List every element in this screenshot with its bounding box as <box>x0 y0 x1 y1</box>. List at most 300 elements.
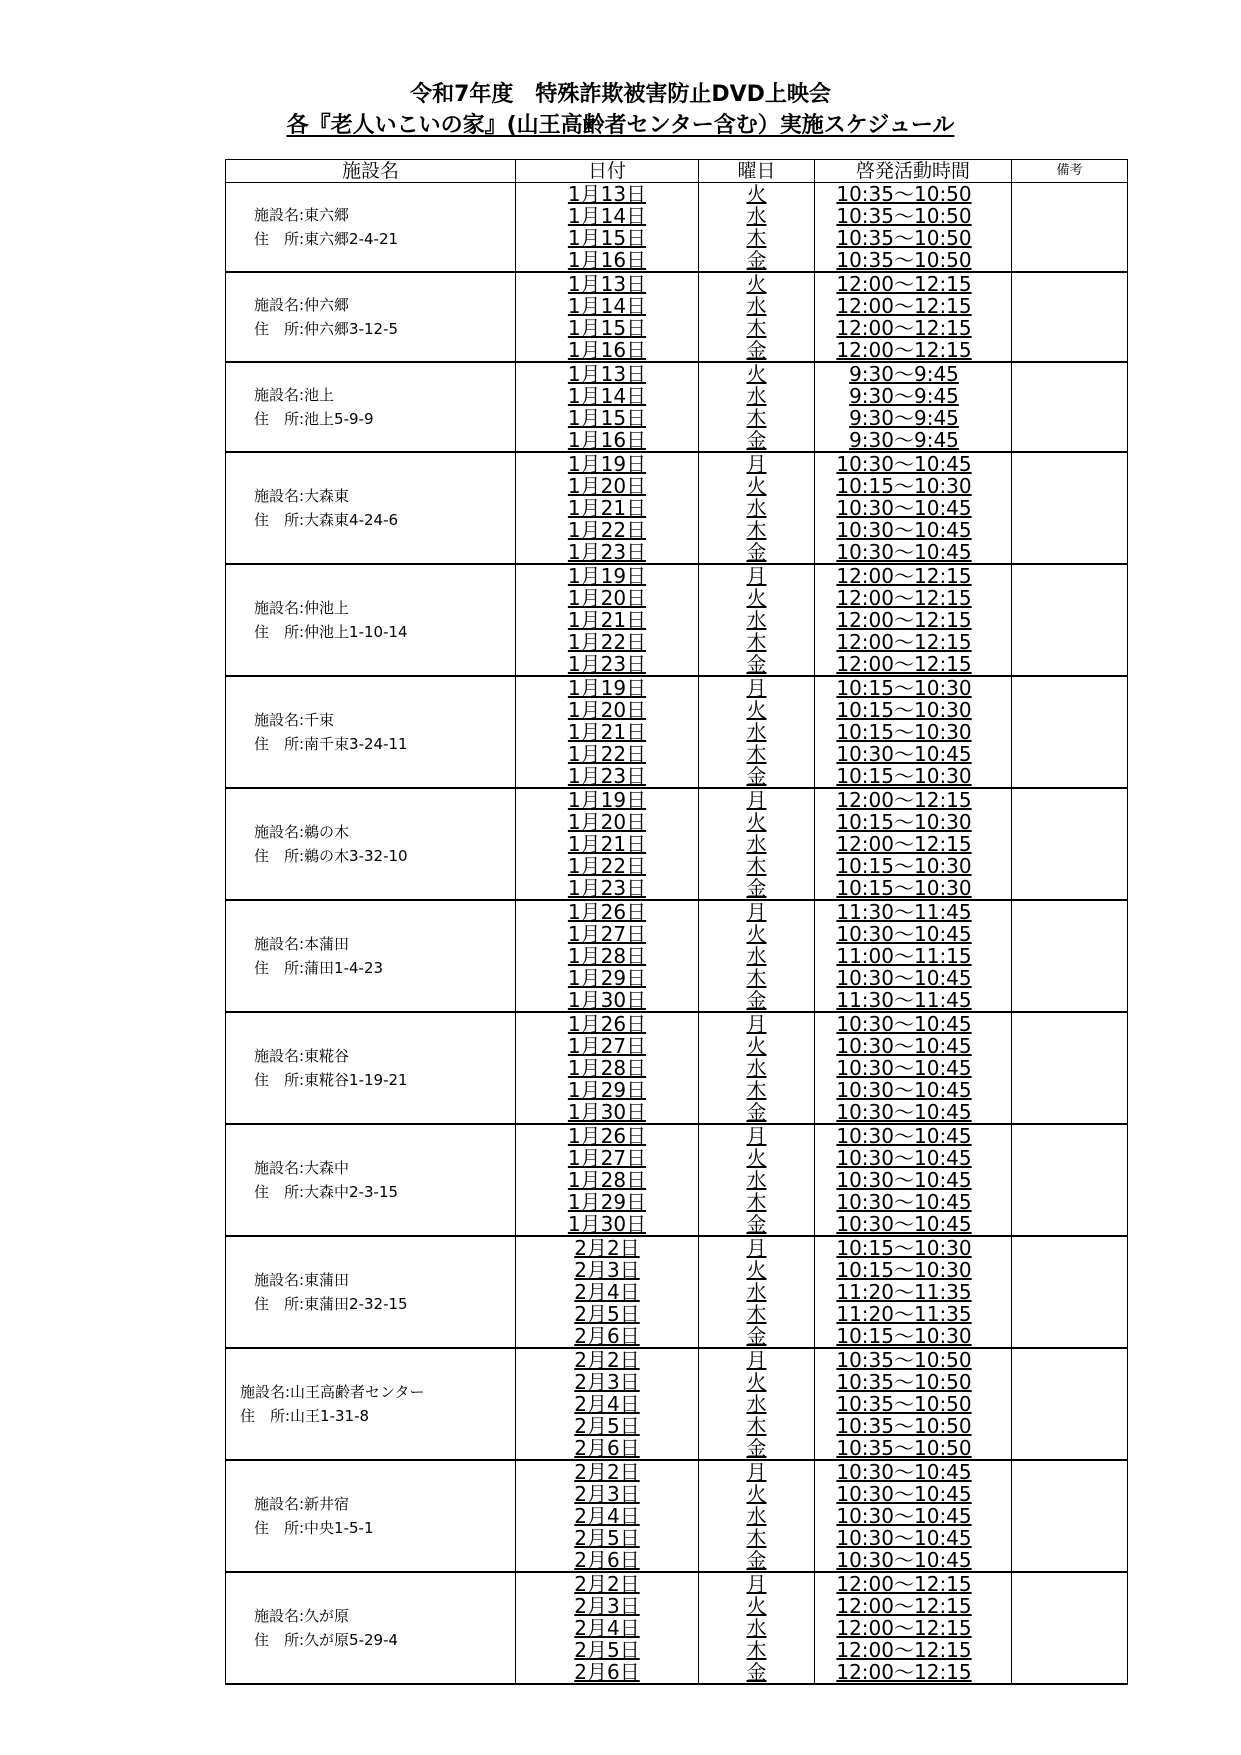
date-cell: 1月15日 <box>516 227 699 249</box>
date-cell: 1月13日 <box>516 362 699 385</box>
note-cell <box>1012 497 1128 519</box>
note-cell <box>1012 1012 1128 1035</box>
note-cell <box>1012 1101 1128 1124</box>
table-row <box>226 452 1128 475</box>
time-cell: 10:30～10:45 <box>815 1505 1012 1527</box>
time-cell: 10:30～10:45 <box>815 1101 1012 1124</box>
weekday-cell: 木 <box>699 1527 815 1549</box>
weekday-cell: 火 <box>699 587 815 609</box>
date-cell: 1月26日 <box>516 1124 699 1147</box>
facility-address: 住 所:山王1-31-8 <box>240 1407 370 1425</box>
date-cell: 2月5日 <box>516 1415 699 1437</box>
time-cell: 12:00～12:15 <box>815 564 1012 587</box>
date-cell: 2月6日 <box>516 1325 699 1348</box>
note-cell <box>1012 227 1128 249</box>
date-cell: 1月30日 <box>516 1213 699 1236</box>
weekday-cell: 水 <box>699 1057 815 1079</box>
note-cell <box>1012 1213 1128 1236</box>
weekday-cell: 月 <box>699 788 815 811</box>
time-cell: 10:30～10:45 <box>815 1483 1012 1505</box>
time-cell: 9:30～9:45 <box>815 385 1012 407</box>
weekday-cell: 月 <box>699 1236 815 1259</box>
weekday-cell: 水 <box>699 1281 815 1303</box>
date-cell: 1月23日 <box>516 877 699 900</box>
note-cell <box>1012 1079 1128 1101</box>
facility-cell <box>226 1348 516 1460</box>
date-cell: 1月19日 <box>516 676 699 699</box>
time-cell: 10:30～10:45 <box>815 541 1012 564</box>
date-cell: 1月19日 <box>516 788 699 811</box>
note-cell <box>1012 1236 1128 1259</box>
note-cell <box>1012 249 1128 272</box>
note-cell <box>1012 1325 1128 1348</box>
note-cell <box>1012 743 1128 765</box>
date-cell: 2月3日 <box>516 1483 699 1505</box>
note-cell <box>1012 1371 1128 1393</box>
weekday-cell: 水 <box>699 1169 815 1191</box>
facility-address: 住 所:中央1-5-1 <box>254 1519 374 1537</box>
note-cell <box>1012 407 1128 429</box>
note-cell <box>1012 1057 1128 1079</box>
time-cell: 12:00～12:15 <box>815 587 1012 609</box>
weekday-cell: 木 <box>699 631 815 653</box>
note-cell <box>1012 676 1128 699</box>
date-cell: 1月16日 <box>516 429 699 452</box>
weekday-cell: 木 <box>699 1303 815 1325</box>
note-cell <box>1012 205 1128 227</box>
note-cell <box>1012 989 1128 1012</box>
time-cell: 10:30～10:45 <box>815 1035 1012 1057</box>
note-cell <box>1012 765 1128 788</box>
weekday-cell: 水 <box>699 833 815 855</box>
table-row <box>226 676 1128 699</box>
note-cell <box>1012 900 1128 923</box>
note-cell <box>1012 1259 1128 1281</box>
weekday-cell: 火 <box>699 1483 815 1505</box>
time-cell: 10:30～10:45 <box>815 1147 1012 1169</box>
time-cell: 10:30～10:45 <box>815 1549 1012 1572</box>
weekday-cell: 月 <box>699 1460 815 1483</box>
time-cell: 10:30～10:45 <box>815 1124 1012 1147</box>
weekday-cell: 木 <box>699 967 815 989</box>
facility-cell <box>226 676 516 788</box>
time-cell: 12:00～12:15 <box>815 1617 1012 1639</box>
facility-name: 施設名:仲六郷 <box>254 296 350 314</box>
date-cell: 1月30日 <box>516 1101 699 1124</box>
header-note: 備考 <box>1012 160 1128 183</box>
weekday-cell: 月 <box>699 1572 815 1595</box>
time-cell: 12:00～12:15 <box>815 317 1012 339</box>
note-cell <box>1012 429 1128 452</box>
note-cell <box>1012 721 1128 743</box>
date-cell: 1月28日 <box>516 1169 699 1191</box>
time-cell: 10:35～10:50 <box>815 205 1012 227</box>
note-cell <box>1012 1124 1128 1147</box>
time-cell: 10:15～10:30 <box>815 676 1012 699</box>
note-cell <box>1012 923 1128 945</box>
weekday-cell: 火 <box>699 272 815 295</box>
time-cell: 10:35～10:50 <box>815 1393 1012 1415</box>
weekday-cell: 金 <box>699 1213 815 1236</box>
note-cell <box>1012 631 1128 653</box>
weekday-cell: 火 <box>699 362 815 385</box>
time-cell: 10:35～10:50 <box>815 1371 1012 1393</box>
weekday-cell: 水 <box>699 721 815 743</box>
time-cell: 10:15～10:30 <box>815 699 1012 721</box>
facility-cell <box>226 452 516 564</box>
facility-cell <box>226 272 516 362</box>
date-cell: 1月30日 <box>516 989 699 1012</box>
note-cell <box>1012 541 1128 564</box>
date-cell: 1月14日 <box>516 385 699 407</box>
time-cell: 10:15～10:30 <box>815 475 1012 497</box>
facility-cell <box>226 362 516 452</box>
table-row <box>226 1124 1128 1147</box>
weekday-cell: 火 <box>699 923 815 945</box>
date-cell: 1月29日 <box>516 1191 699 1213</box>
time-cell: 9:30～9:45 <box>815 407 1012 429</box>
date-cell: 1月15日 <box>516 317 699 339</box>
time-cell: 10:35～10:50 <box>815 183 1012 206</box>
note-cell <box>1012 699 1128 721</box>
note-cell <box>1012 1281 1128 1303</box>
document-title: 令和7年度 特殊詐欺被害防止DVD上映会 <box>410 82 831 107</box>
date-cell: 1月21日 <box>516 609 699 631</box>
table-row <box>226 1572 1128 1595</box>
header-time: 啓発活動時間 <box>815 160 1012 183</box>
time-cell: 10:30～10:45 <box>815 519 1012 541</box>
weekday-cell: 火 <box>699 475 815 497</box>
weekday-cell: 月 <box>699 1012 815 1035</box>
note-cell <box>1012 1147 1128 1169</box>
date-cell: 1月14日 <box>516 205 699 227</box>
time-cell: 10:30～10:45 <box>815 1460 1012 1483</box>
weekday-cell: 火 <box>699 1259 815 1281</box>
date-cell: 1月16日 <box>516 249 699 272</box>
date-cell: 1月23日 <box>516 541 699 564</box>
time-cell: 10:30～10:45 <box>815 743 1012 765</box>
time-cell: 12:00～12:15 <box>815 272 1012 295</box>
date-cell: 1月15日 <box>516 407 699 429</box>
note-cell <box>1012 452 1128 475</box>
facility-name: 施設名:池上 <box>254 386 335 404</box>
date-cell: 2月6日 <box>516 1661 699 1684</box>
time-cell: 12:00～12:15 <box>815 1661 1012 1684</box>
weekday-cell: 金 <box>699 1549 815 1572</box>
weekday-cell: 木 <box>699 317 815 339</box>
facility-address: 住 所:東蒲田2-32-15 <box>254 1295 408 1313</box>
note-cell <box>1012 1035 1128 1057</box>
facility-address: 住 所:蒲田1-4-23 <box>254 959 384 977</box>
weekday-cell: 木 <box>699 1639 815 1661</box>
facility-name: 施設名:鵜の木 <box>254 823 350 841</box>
weekday-cell: 火 <box>699 1147 815 1169</box>
note-cell <box>1012 811 1128 833</box>
weekday-cell: 金 <box>699 541 815 564</box>
date-cell: 2月2日 <box>516 1460 699 1483</box>
facility-cell <box>226 1460 516 1572</box>
facility-cell <box>226 1124 516 1236</box>
date-cell: 1月20日 <box>516 811 699 833</box>
facility-name: 施設名:東六郷 <box>254 206 350 224</box>
date-cell: 1月29日 <box>516 1079 699 1101</box>
schedule-body <box>226 183 1128 1685</box>
date-cell: 1月26日 <box>516 1012 699 1035</box>
time-cell: 10:30～10:45 <box>815 967 1012 989</box>
facility-address: 住 所:仲六郷3-12-5 <box>254 320 399 338</box>
weekday-cell: 木 <box>699 1415 815 1437</box>
date-cell: 1月20日 <box>516 699 699 721</box>
time-cell: 10:30～10:45 <box>815 1213 1012 1236</box>
date-cell: 1月13日 <box>516 183 699 206</box>
time-cell: 10:30～10:45 <box>815 923 1012 945</box>
weekday-cell: 金 <box>699 765 815 788</box>
weekday-cell: 月 <box>699 564 815 587</box>
note-cell <box>1012 1460 1128 1483</box>
time-cell: 10:15～10:30 <box>815 721 1012 743</box>
note-cell <box>1012 1661 1128 1684</box>
time-cell: 10:15～10:30 <box>815 855 1012 877</box>
note-cell <box>1012 317 1128 339</box>
table-row <box>226 900 1128 923</box>
note-cell <box>1012 1169 1128 1191</box>
facility-name: 施設名:山王高齢者センター <box>240 1383 425 1401</box>
weekday-cell: 火 <box>699 1371 815 1393</box>
date-cell: 1月23日 <box>516 653 699 676</box>
facility-cell <box>226 1572 516 1684</box>
weekday-cell: 火 <box>699 699 815 721</box>
header-facility: 施設名 <box>226 160 516 183</box>
note-cell <box>1012 564 1128 587</box>
time-cell: 12:00～12:15 <box>815 295 1012 317</box>
facility-name: 施設名:仲池上 <box>254 599 350 617</box>
time-cell: 11:00～11:15 <box>815 945 1012 967</box>
facility-name: 施設名:千束 <box>254 711 335 729</box>
note-cell <box>1012 1191 1128 1213</box>
time-cell: 10:30～10:45 <box>815 1057 1012 1079</box>
weekday-cell: 金 <box>699 653 815 676</box>
date-cell: 2月6日 <box>516 1549 699 1572</box>
date-cell: 2月4日 <box>516 1617 699 1639</box>
date-cell: 1月23日 <box>516 765 699 788</box>
weekday-cell: 水 <box>699 295 815 317</box>
time-cell: 10:15～10:30 <box>815 1325 1012 1348</box>
weekday-cell: 水 <box>699 385 815 407</box>
weekday-cell: 木 <box>699 1079 815 1101</box>
date-cell: 1月20日 <box>516 475 699 497</box>
date-cell: 2月3日 <box>516 1259 699 1281</box>
date-cell: 1月21日 <box>516 833 699 855</box>
weekday-cell: 金 <box>699 1325 815 1348</box>
note-cell <box>1012 1348 1128 1371</box>
facility-cell <box>226 1012 516 1124</box>
time-cell: 12:00～12:15 <box>815 833 1012 855</box>
date-cell: 2月2日 <box>516 1572 699 1595</box>
date-cell: 2月4日 <box>516 1505 699 1527</box>
facility-address: 住 所:東糀谷1-19-21 <box>254 1071 408 1089</box>
time-cell: 10:30～10:45 <box>815 1169 1012 1191</box>
table-row <box>226 362 1128 385</box>
time-cell: 12:00～12:15 <box>815 631 1012 653</box>
facility-address: 住 所:久が原5-29-4 <box>254 1631 399 1649</box>
note-cell <box>1012 1437 1128 1460</box>
facility-address: 住 所:鵜の木3-32-10 <box>254 847 408 865</box>
time-cell: 10:35～10:50 <box>815 227 1012 249</box>
date-cell: 2月2日 <box>516 1348 699 1371</box>
facility-cell <box>226 564 516 676</box>
time-cell: 9:30～9:45 <box>815 362 1012 385</box>
date-cell: 1月21日 <box>516 497 699 519</box>
time-cell: 10:30～10:45 <box>815 1191 1012 1213</box>
date-cell: 1月26日 <box>516 900 699 923</box>
facility-cell <box>226 900 516 1012</box>
weekday-cell: 水 <box>699 1617 815 1639</box>
note-cell <box>1012 877 1128 900</box>
note-cell <box>1012 1393 1128 1415</box>
date-cell: 1月22日 <box>516 855 699 877</box>
note-cell <box>1012 945 1128 967</box>
date-cell: 1月19日 <box>516 452 699 475</box>
time-cell: 12:00～12:15 <box>815 788 1012 811</box>
note-cell <box>1012 1617 1128 1639</box>
facility-name: 施設名:東糀谷 <box>254 1047 350 1065</box>
date-cell: 1月22日 <box>516 743 699 765</box>
weekday-cell: 火 <box>699 1035 815 1057</box>
time-cell: 12:00～12:15 <box>815 1595 1012 1617</box>
header-row <box>226 160 1128 183</box>
weekday-cell: 金 <box>699 429 815 452</box>
table-row <box>226 272 1128 295</box>
time-cell: 10:30～10:45 <box>815 452 1012 475</box>
date-cell: 2月5日 <box>516 1639 699 1661</box>
date-cell: 1月22日 <box>516 519 699 541</box>
weekday-cell: 木 <box>699 227 815 249</box>
time-cell: 10:15～10:30 <box>815 765 1012 788</box>
time-cell: 10:35～10:50 <box>815 249 1012 272</box>
date-cell: 2月4日 <box>516 1281 699 1303</box>
time-cell: 11:30～11:45 <box>815 900 1012 923</box>
date-cell: 1月16日 <box>516 339 699 362</box>
weekday-cell: 水 <box>699 1393 815 1415</box>
time-cell: 10:35～10:50 <box>815 1415 1012 1437</box>
note-cell <box>1012 855 1128 877</box>
date-cell: 1月27日 <box>516 1147 699 1169</box>
facility-address: 住 所:南千束3-24-11 <box>254 735 408 753</box>
facility-address: 住 所:池上5-9-9 <box>254 410 374 428</box>
date-cell: 2月4日 <box>516 1393 699 1415</box>
date-cell: 2月3日 <box>516 1371 699 1393</box>
weekday-cell: 水 <box>699 609 815 631</box>
note-cell <box>1012 788 1128 811</box>
date-cell: 1月28日 <box>516 945 699 967</box>
weekday-cell: 水 <box>699 497 815 519</box>
note-cell <box>1012 1572 1128 1595</box>
date-cell: 1月27日 <box>516 1035 699 1057</box>
facility-name: 施設名:新井宿 <box>254 1495 350 1513</box>
weekday-cell: 金 <box>699 1661 815 1684</box>
date-cell: 2月5日 <box>516 1303 699 1325</box>
time-cell: 10:15～10:30 <box>815 811 1012 833</box>
facility-cell <box>226 1236 516 1348</box>
header-date: 日付 <box>516 160 699 183</box>
weekday-cell: 月 <box>699 900 815 923</box>
table-row <box>226 564 1128 587</box>
date-cell: 1月29日 <box>516 967 699 989</box>
weekday-cell: 金 <box>699 1101 815 1124</box>
note-cell <box>1012 295 1128 317</box>
time-cell: 10:35～10:50 <box>815 1348 1012 1371</box>
time-cell: 9:30～9:45 <box>815 429 1012 452</box>
weekday-cell: 木 <box>699 743 815 765</box>
weekday-cell: 金 <box>699 1437 815 1460</box>
weekday-cell: 火 <box>699 183 815 206</box>
time-cell: 11:20～11:35 <box>815 1281 1012 1303</box>
facility-name: 施設名:本蒲田 <box>254 935 350 953</box>
time-cell: 10:15～10:30 <box>815 877 1012 900</box>
weekday-cell: 月 <box>699 1348 815 1371</box>
time-cell: 12:00～12:15 <box>815 339 1012 362</box>
date-cell: 1月21日 <box>516 721 699 743</box>
note-cell <box>1012 967 1128 989</box>
time-cell: 12:00～12:15 <box>815 653 1012 676</box>
document-subtitle <box>0 110 1241 142</box>
document-subtitle-text: 各『老人いこいの家』(山王高齢者センター含む）実施スケジュール <box>286 113 955 138</box>
time-cell: 10:15～10:30 <box>815 1236 1012 1259</box>
note-cell <box>1012 609 1128 631</box>
facility-name: 施設名:東蒲田 <box>254 1271 350 1289</box>
weekday-cell: 火 <box>699 811 815 833</box>
facility-address: 住 所:大森東4-24-6 <box>254 511 399 529</box>
note-cell <box>1012 385 1128 407</box>
date-cell: 1月19日 <box>516 564 699 587</box>
note-cell <box>1012 587 1128 609</box>
table-row <box>226 1460 1128 1483</box>
date-cell: 1月14日 <box>516 295 699 317</box>
date-cell: 2月6日 <box>516 1437 699 1460</box>
date-cell: 2月5日 <box>516 1527 699 1549</box>
weekday-cell: 木 <box>699 407 815 429</box>
time-cell: 11:30～11:45 <box>815 989 1012 1012</box>
date-cell: 1月22日 <box>516 631 699 653</box>
weekday-cell: 月 <box>699 676 815 699</box>
time-cell: 10:30～10:45 <box>815 1079 1012 1101</box>
note-cell <box>1012 519 1128 541</box>
time-cell: 10:30～10:45 <box>815 1012 1012 1035</box>
header-weekday: 曜日 <box>699 160 815 183</box>
date-cell: 2月3日 <box>516 1595 699 1617</box>
weekday-cell: 月 <box>699 1124 815 1147</box>
weekday-cell: 月 <box>699 452 815 475</box>
date-cell: 2月2日 <box>516 1236 699 1259</box>
facility-name: 施設名:大森中 <box>254 1159 350 1177</box>
date-cell: 1月13日 <box>516 272 699 295</box>
weekday-cell: 水 <box>699 205 815 227</box>
note-cell <box>1012 1415 1128 1437</box>
table-row <box>226 1012 1128 1035</box>
facility-address: 住 所:大森中2-3-15 <box>254 1183 399 1201</box>
note-cell <box>1012 1303 1128 1325</box>
facility-name: 施設名:大森東 <box>254 487 350 505</box>
note-cell <box>1012 1527 1128 1549</box>
facility-cell <box>226 183 516 273</box>
note-cell <box>1012 1483 1128 1505</box>
time-cell: 11:20～11:35 <box>815 1303 1012 1325</box>
table-row <box>226 1348 1128 1371</box>
facility-name: 施設名:久が原 <box>254 1607 350 1625</box>
time-cell: 12:00～12:15 <box>815 609 1012 631</box>
note-cell <box>1012 1639 1128 1661</box>
table-row <box>226 1236 1128 1259</box>
